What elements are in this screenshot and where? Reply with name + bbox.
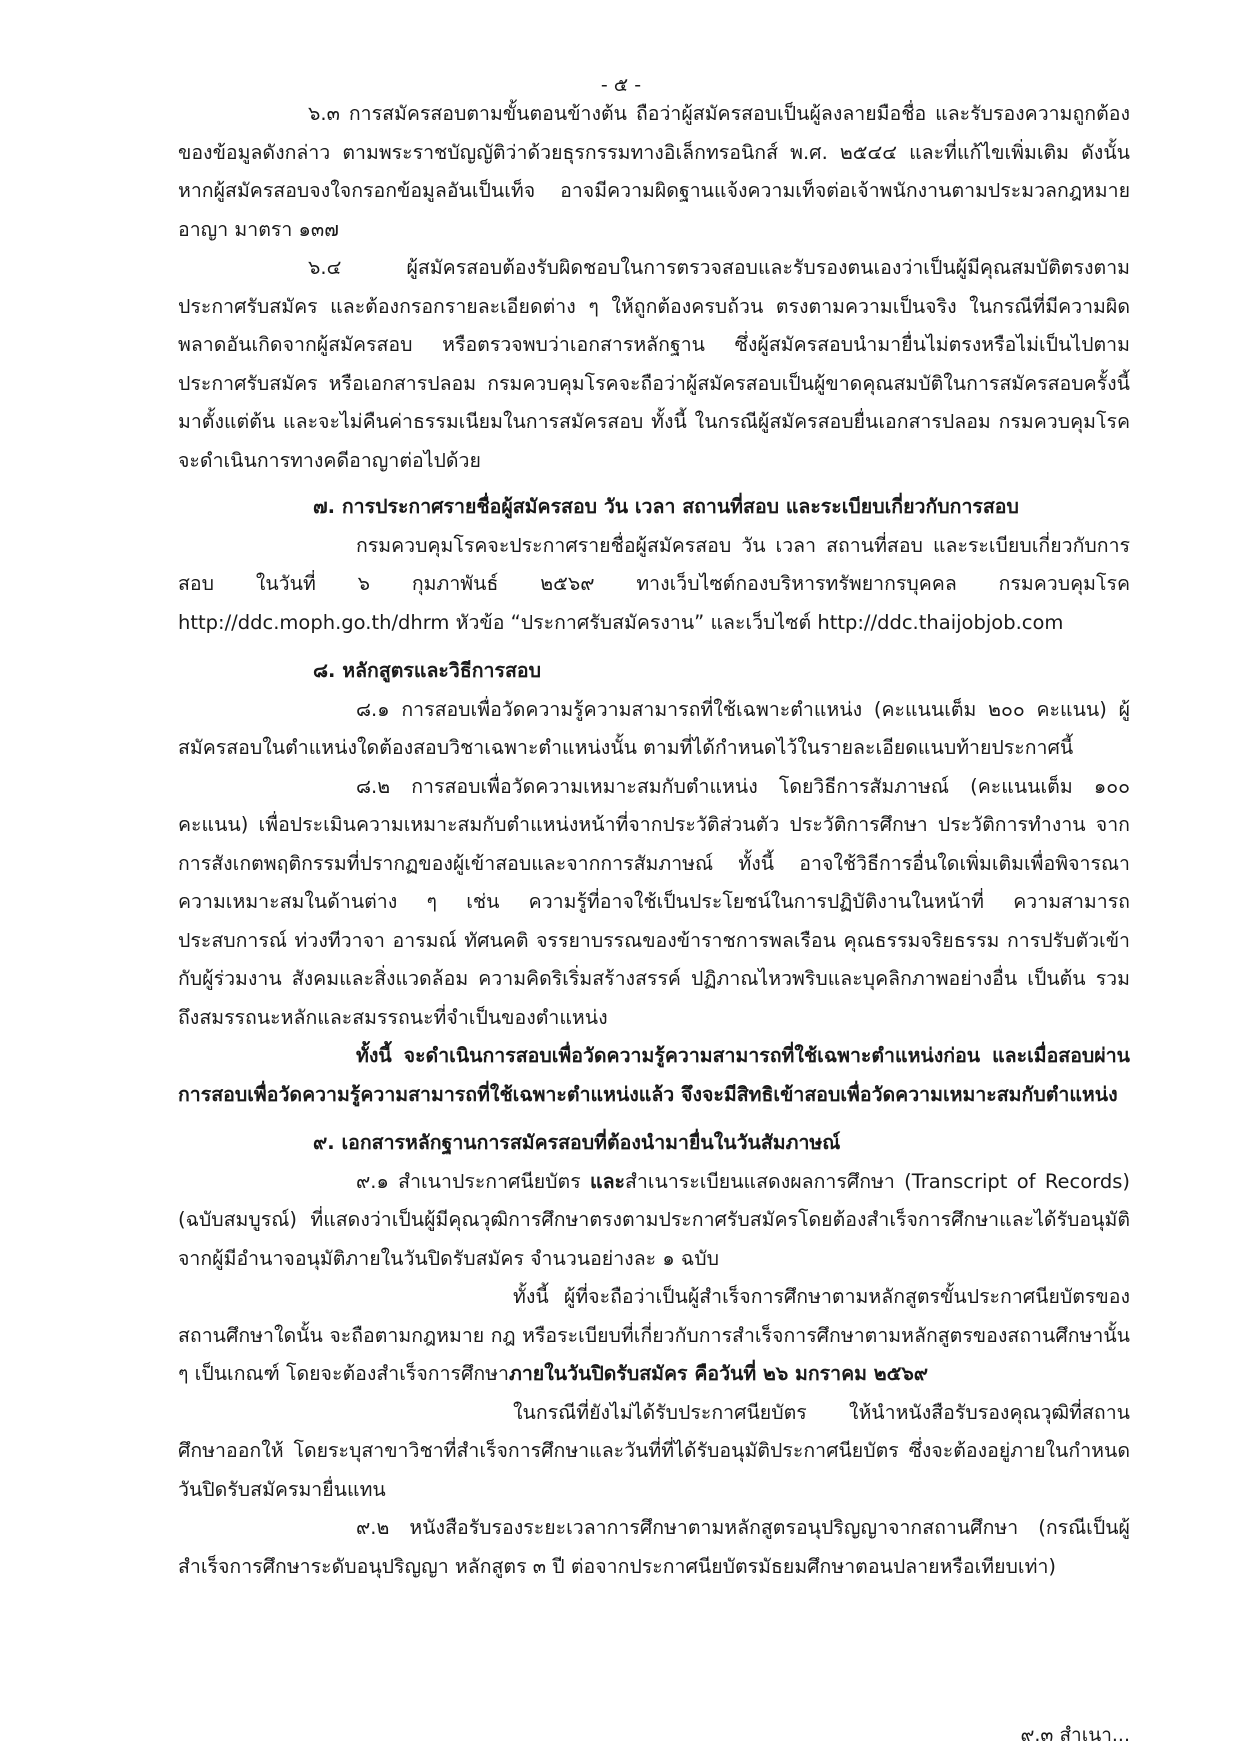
section-9-1-note-text: ทั้งนี้ ผู้ที่จะถือว่าเป็นผู้สำเร็จการศึกษาตามหลักสูตรขั้นประกาศนียบัตรของสถานศึกษาใดนั้น จะถือตามกฎหมาย กฎ หรือระเบียบที่เกี่ยวกับการสำเร็จการศึกษาตามหลักสูตรของสถานศึกษานั้น ๆ เป็นเกณฑ์ โดยจะต้องสำเร็จการศึกษา (178, 1285, 1130, 1385)
document-body (178, 95, 1130, 1586)
section-9-1 (178, 1163, 1130, 1279)
section-9-1-note-2: ในกรณีที่ยังไม่ได้รับประกาศนียบัตร ให้นำหนังสือรับรองคุณวุฒิที่สถานศึกษาออกให้ โดยระบุสาขาวิชาที่สำเร็จการศึกษาและวันที่ที่ได้รับอนุมัติประกาศนียบัตร ซึ่งจะต้องอยู่ภายในกำหนดวันปิดรับสมัครมายื่นแทน (178, 1400, 1130, 1501)
section-9-1-part-c: สำเนาระเบียนแสดงผลการศึกษา (Transcript of Records) (ฉบับสมบูรณ์) ที่แสดงว่าเป็นผู้มีคุณวุฒิการศึกษาตรงตามประกาศรับสมัครโดยต้องสำเร็จการศึกษาและได้รับอนุมัติจากผู้มีอำนาจอนุมัติภายในวันปิดรับสมัคร จำนวนอย่างละ ๑ ฉบับ (178, 1169, 1130, 1270)
section-7-heading: ๗. การประกาศรายชื่อผู้สมัครสอบ วัน เวลา สถานที่สอบ และระเบียบเกี่ยวกับการสอบ (313, 495, 1019, 518)
section-8-1: ๘.๑ การสอบเพื่อวัดความรู้ความสามารถที่ใช้เฉพาะตำแหน่ง (คะแนนเต็ม ๒๐๐ คะแนน) ผู้สมัครสอบในตำแหน่งใดต้องสอบวิชาเฉพาะตำแหน่งนั้น ตามที่ได้กำหนดไว้ในรายละเอียดแนบท้ายประกาศนี้ (178, 697, 1130, 759)
continuation-marker: ๙.๓ สำเนา... (1020, 1724, 1130, 1746)
section-6-3: ๖.๓ การสมัครสอบตามขั้นตอนข้างต้น ถือว่าผู้สมัครสอบเป็นผู้ลงลายมือชื่อ และรับรองความถูกต้องของข้อมูลดังกล่าว ตามพระราชบัญญัติว่าด้วยธุรกรรมทางอิเล็กทรอนิกส์ พ.ศ. ๒๕๔๔ และที่แก้ไขเพิ่มเติม ดังนั้น หากผู้สมัครสอบจงใจกรอกข้อมูลอันเป็นเท็จ อาจมีความผิดฐานแจ้งความเท็จต่อเจ้าพนักงานตามประมวลกฎหมายอาญา มาตรา ๑๓๗ (178, 102, 1130, 241)
section-9-1-deadline: ภายในวันปิดรับสมัคร คือวันที่ ๒๖ มกราคม ๒๕๖๙ (509, 1362, 929, 1385)
section-8-note: ทั้งนี้ จะดำเนินการสอบเพื่อวัดความรู้ความสามารถที่ใช้เฉพาะตำแหน่งก่อน และเมื่อสอบผ่านการสอบเพื่อวัดความรู้ความสามารถที่ใช้เฉพาะตำแหน่งแล้ว จึงจะมีสิทธิเข้าสอบเพื่อวัดความเหมาะสมกับตำแหน่ง (178, 1044, 1130, 1106)
section-9-1-and: และ (590, 1169, 626, 1193)
section-8-heading: ๘. หลักสูตรและวิธีการสอบ (313, 659, 541, 682)
section-8-2: ๘.๒ การสอบเพื่อวัดความเหมาะสมกับตำแหน่ง โดยวิธีการสัมภาษณ์ (คะแนนเต็ม ๑๐๐ คะแนน) เพื่อประเมินความเหมาะสมกับตำแหน่งหน้าที่จากประวัติส่วนตัว ประวัติการศึกษา ประวัติการทำงาน จากการสังเกตพฤติกรรมที่ปรากฏของผู้เข้าสอบและจากการสัมภาษณ์ ทั้งนี้ อาจใช้วิธีการอื่นใดเพิ่มเติมเพื่อพิจารณาความเหมาะสมในด้านต่าง ๆ เช่น ความรู้ที่อาจใช้เป็นประโยชน์ในการปฏิบัติงานในหน้าที่ ความสามารถ ประสบการณ์ ท่วงทีวาจา อารมณ์ ทัศนคติ จรรยาบรรณของข้าราชการพลเรือน คุณธรรมจริยธรรม การปรับตัวเข้ากับผู้ร่วมงาน สังคมและสิ่งแวดล้อม ความคิดริเริ่มสร้างสรรค์ ปฏิภาณไหวพริบและบุคลิกภาพอย่างอื่น เป็นต้น รวมถึงสมรรถนะหลักและสมรรถนะที่จำเป็นของตำแหน่ง (178, 774, 1130, 1029)
section-9-2: ๙.๒ หนังสือรับรองระยะเวลาการศึกษาตามหลักสูตรอนุปริญญาจากสถานศึกษา (กรณีเป็นผู้สำเร็จการศึกษาระดับอนุปริญญา หลักสูตร ๓ ปี ต่อจากประกาศนียบัตรมัธยมศึกษาตอนปลายหรือเทียบเท่า) (178, 1516, 1130, 1578)
section-9-1-part-a: ๙.๑ สำเนาประกาศนียบัตร (356, 1169, 591, 1193)
page-number: - ๕ - (600, 74, 642, 96)
section-6-4: ๖.๔ ผู้สมัครสอบต้องรับผิดชอบในการตรวจสอบและรับรองตนเองว่าเป็นผู้มีคุณสมบัติตรงตามประกาศรับสมัคร และต้องกรอกรายละเอียดต่าง ๆ ให้ถูกต้องครบถ้วน ตรงตามความเป็นจริง ในกรณีที่มีความผิดพลาดอันเกิดจากผู้สมัครสอบ หรือตรวจพบว่าเอกสารหลักฐาน ซึ่งผู้สมัครสอบนำมายื่นไม่ตรงหรือไม่เป็นไปตามประกาศรับสมัคร หรือเอกสารปลอม กรมควบคุมโรคจะถือว่าผู้สมัครสอบเป็นผู้ขาดคุณสมบัติในการสมัครสอบครั้งนี้มาตั้งแต่ต้น และจะไม่คืนค่าธรรมเนียมในการสมัครสอบ ทั้งนี้ ในกรณีผู้สมัครสอบยื่นเอกสารปลอม กรมควบคุมโรคจะดำเนินการทางคดีอาญาต่อไปด้วย (178, 256, 1130, 472)
section-7-body: กรมควบคุมโรคจะประกาศรายชื่อผู้สมัครสอบ วัน เวลา สถานที่สอบ และระเบียบเกี่ยวกับการสอบ ในวันที่ ๖ กุมภาพันธ์ ๒๕๖๙ ทางเว็บไซต์กองบริหารทรัพยากรบุคคล กรมควบคุมโรค http://ddc.moph.go.th/dhrm หัวข้อ “ประกาศรับสมัครงาน” และเว็บไซต์ http://ddc.thaijobjob.com (178, 533, 1130, 634)
section-9-1-note (178, 1278, 1130, 1394)
section-9-heading: ๙. เอกสารหลักฐานการสมัครสอบที่ต้องนำมายื่นในวันสัมภาษณ์ (313, 1131, 841, 1154)
